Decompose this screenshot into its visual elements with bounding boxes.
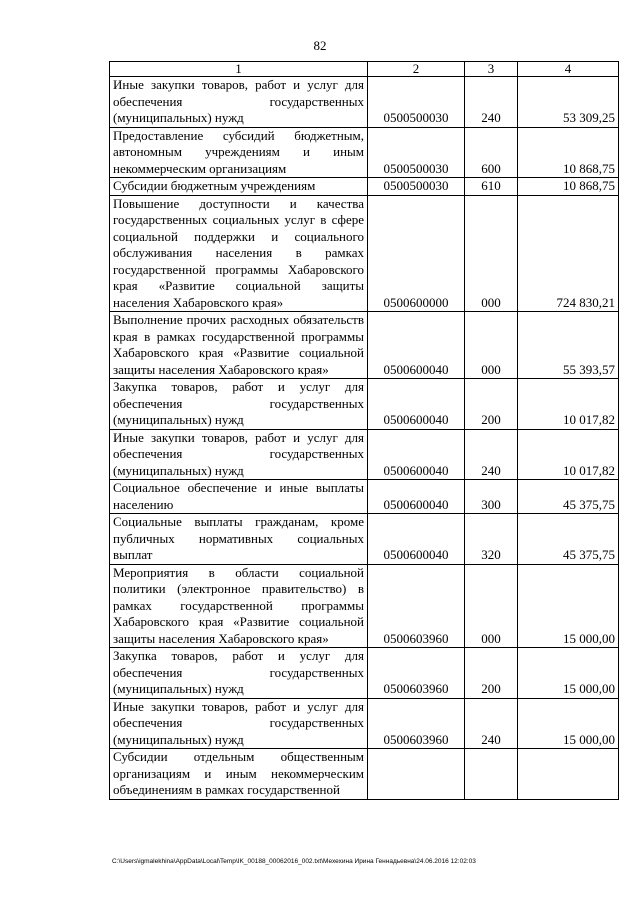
row-amount: 55 393,57	[518, 312, 619, 379]
row-type: 200	[465, 379, 518, 430]
row-code: 0500500030	[368, 77, 465, 128]
row-name: Выполнение прочих расходных обязательств края в рамках государственной программы Хабаровского края «Развитие социальной защиты населения Хабаровского края»	[110, 312, 368, 379]
row-name: Субсидии бюджетным учреждениям	[110, 178, 368, 196]
row-name: Социальное обеспечение и иные выплаты населению	[110, 480, 368, 514]
row-code: 0500500030	[368, 178, 465, 196]
row-name: Социальные выплаты гражданам, кроме публичных нормативных социальных выплат	[110, 514, 368, 565]
row-type: 240	[465, 77, 518, 128]
header-cell-3: 3	[465, 62, 518, 77]
row-name: Иные закупки товаров, работ и услуг для обеспечения государственных (муниципальных) нужд	[110, 77, 368, 128]
page-number: 82	[313, 38, 327, 53]
row-name: Повышение доступности и качества государственных социальных услуг в сфере социальной поддержки и социального обслуживания населения в рамках государственной программы Хабаровского края «Развитие социальной защиты населения Хабаровского края»	[110, 195, 368, 312]
row-code: 0500603960	[368, 648, 465, 699]
row-code: 0500600040	[368, 480, 465, 514]
row-type: 000	[465, 195, 518, 312]
row-amount	[518, 749, 619, 800]
row-name: Иные закупки товаров, работ и услуг для обеспечения государственных (муниципальных) нужд	[110, 698, 368, 749]
row-amount: 15 000,00	[518, 698, 619, 749]
header-cell-4: 4	[518, 62, 619, 77]
table-row	[110, 698, 619, 749]
table-row	[110, 77, 619, 128]
row-amount: 15 000,00	[518, 648, 619, 699]
row-type	[465, 749, 518, 800]
row-type: 600	[465, 127, 518, 178]
row-code: 0500600040	[368, 514, 465, 565]
table-row	[110, 514, 619, 565]
table-row	[110, 429, 619, 480]
row-name: Субсидии отдельным общественным организациям и иным некоммерческим объединениям в рамках государственной	[110, 749, 368, 800]
row-code: 0500603960	[368, 564, 465, 648]
row-type: 240	[465, 698, 518, 749]
row-type: 000	[465, 312, 518, 379]
row-amount: 15 000,00	[518, 564, 619, 648]
row-amount: 10 017,82	[518, 429, 619, 480]
row-type: 320	[465, 514, 518, 565]
row-code: 0500600040	[368, 312, 465, 379]
header-cell-2: 2	[368, 62, 465, 77]
table-row	[110, 749, 619, 800]
row-code	[368, 749, 465, 800]
row-amount: 10 868,75	[518, 127, 619, 178]
row-amount: 10 017,82	[518, 379, 619, 430]
row-type: 200	[465, 648, 518, 699]
row-type: 300	[465, 480, 518, 514]
row-name: Закупка товаров, работ и услуг для обеспечения государственных (муниципальных) нужд	[110, 648, 368, 699]
table-row	[110, 312, 619, 379]
row-code: 0500603960	[368, 698, 465, 749]
budget-table	[109, 61, 619, 800]
table-row	[110, 564, 619, 648]
row-code: 0500600040	[368, 429, 465, 480]
row-amount: 45 375,75	[518, 480, 619, 514]
table-row	[110, 480, 619, 514]
row-amount: 53 309,25	[518, 77, 619, 128]
row-amount: 724 830,21	[518, 195, 619, 312]
table-row	[110, 648, 619, 699]
row-name: Предоставление субсидий бюджетным, автономным учреждениям и иным некоммерческим организациям	[110, 127, 368, 178]
row-name: Мероприятия в области социальной политики (электронное правительство) в рамках государственной программы Хабаровского края «Развитие социальной защиты населения Хабаровского края»	[110, 564, 368, 648]
row-code: 0500600000	[368, 195, 465, 312]
table-row	[110, 379, 619, 430]
table-row	[110, 178, 619, 196]
header-row	[110, 62, 619, 77]
row-amount: 10 868,75	[518, 178, 619, 196]
header-cell-1: 1	[110, 62, 368, 77]
row-type: 000	[465, 564, 518, 648]
row-name: Закупка товаров, работ и услуг для обеспечения государственных (муниципальных) нужд	[110, 379, 368, 430]
row-code: 0500500030	[368, 127, 465, 178]
table-row	[110, 127, 619, 178]
file-path-footer: C:\Users\igmalekhina\AppData\Local\Temp\IK_00188_00062016_002.txt\Мехехина Ирина Геннадьевна\24.06.2016 12:02:03	[112, 858, 476, 865]
row-name: Иные закупки товаров, работ и услуг для обеспечения государственных (муниципальных) нужд	[110, 429, 368, 480]
row-code: 0500600040	[368, 379, 465, 430]
row-type: 610	[465, 178, 518, 196]
table-row	[110, 195, 619, 312]
row-type: 240	[465, 429, 518, 480]
row-amount: 45 375,75	[518, 514, 619, 565]
